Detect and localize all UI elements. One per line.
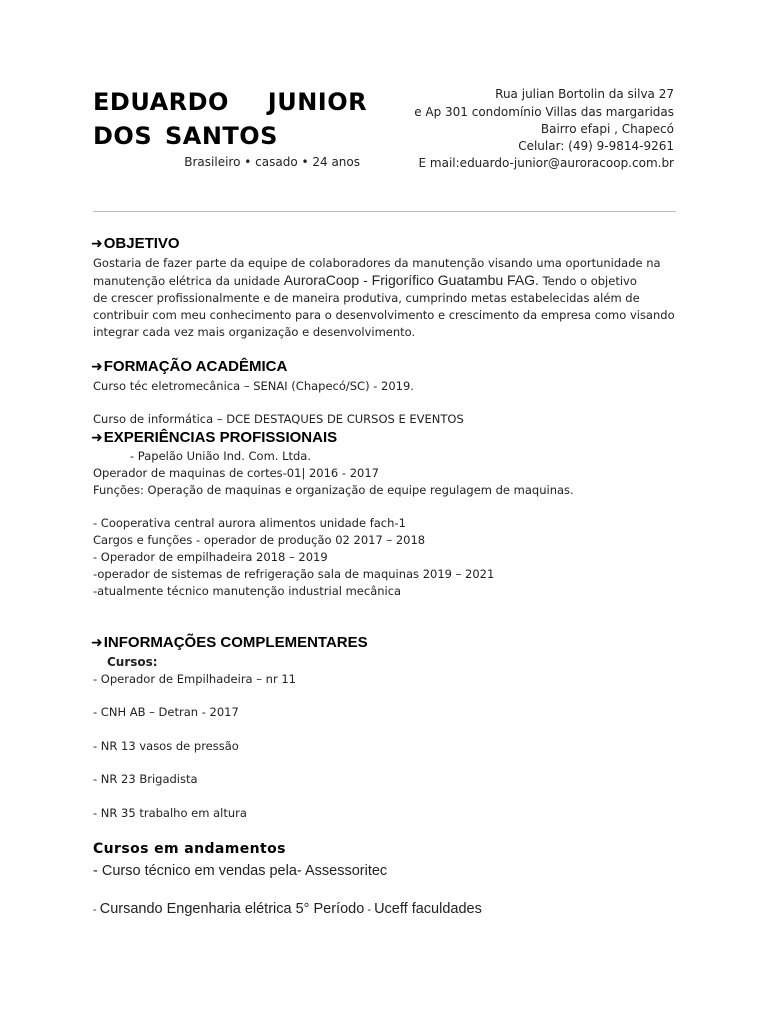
section-heading-formacao [91,358,287,375]
contact-address-line2: e Ap 301 condomínio Villas das margaridas [414,105,674,119]
education-item: Curso téc eletromecânica – SENAI (Chapecó/SC) - 2019. [93,379,414,393]
bullet-dash: - [93,904,100,916]
in-progress-item: - Curso técnico em vendas pela- Assessoritec [93,863,388,879]
experience-company: - Cooperativa central aurora alimentos unidade fach-1 [93,516,406,530]
experience-line: -atualmente técnico manutenção industrial mecânica [93,584,402,598]
arrow-right-icon: ➜ [91,635,103,651]
objective-text: Tendo o objetivo [538,274,637,288]
course-item: - NR 13 vasos de pressão [93,739,239,753]
course-item: - CNH AB – Detran - 2017 [93,705,239,719]
separator-dash: - [364,904,375,916]
section-title: INFORMAÇÕES COMPLEMENTARES [103,634,368,651]
candidate-name-line1: EDUARDO JUNIOR [93,88,368,116]
section-heading-objetivo [91,235,180,252]
section-heading-experiencias [91,429,337,446]
experience-role: Operador de maquinas de cortes-01| 2016 - 2017 [93,466,379,480]
course-name: Cursando Engenharia elétrica 5° Período [99,901,365,917]
contact-address-line1: Rua julian Bortolin da silva 27 [495,87,674,101]
section-title: OBJETIVO [103,235,180,252]
arrow-right-icon: ➜ [91,236,103,252]
contact-phone: Celular: (49) 9-9814-9261 [518,139,674,153]
objective-line: Gostaria de fazer parte da equipe de colaboradores da manutenção visando uma oportunidade na [93,256,661,270]
arrow-right-icon: ➜ [91,359,103,375]
objective-line: integrar cada vez mais organização e desenvolvimento. [93,325,416,339]
section-heading-complementares [91,634,368,651]
contact-email[interactable]: E mail:eduardo-junior@auroracoop.com.br [418,156,674,170]
experience-company: - Papelão União Ind. Com. Ltda. [130,449,312,463]
objective-line: contribuir com meu conhecimento para o desenvolvimento e crescimento da empresa como visando [93,308,675,322]
objective-line [93,272,683,290]
contact-address-line3: Bairro efapi , Chapecó [540,122,674,136]
experience-line: - Operador de empilhadeira 2018 – 2019 [93,550,328,564]
experience-line: -operador de sistemas de refrigeração sala de maquinas 2019 – 2021 [93,567,495,581]
section-title: EXPERIÊNCIAS PROFISSIONAIS [103,429,338,446]
personal-details: Brasileiro • casado • 24 anos [184,155,360,169]
courses-label: Cursos: [107,655,158,669]
candidate-name-line2: DOS SANTOS [93,122,278,150]
in-progress-heading: Cursos em andamentos [93,841,286,857]
experience-functions: Funções: Operação de maquinas e organização de equipe regulagem de maquinas. [93,483,574,497]
objective-text: manutenção elétrica da unidade [93,274,284,288]
institution-name: Uceff faculdades [374,901,482,917]
arrow-right-icon: ➜ [91,430,103,446]
objective-paragraph [93,255,683,341]
education-item: Curso de informática – DCE DESTAQUES DE CURSOS E EVENTOS [93,412,464,426]
experience-line: Cargos e funções - operador de produção 02 2017 – 2018 [93,533,426,547]
section-title: FORMAÇÃO ACADÊMICA [103,358,288,375]
course-item: - NR 35 trabalho em altura [93,806,247,820]
in-progress-item [93,901,482,917]
course-item: - NR 23 Brigadista [93,772,198,786]
header-divider [93,211,676,212]
objective-line: de crescer profissionalmente e de maneira produtiva, cumprindo metas estabelecidas além de [93,291,640,305]
course-item: - Operador de Empilhadeira – nr 11 [93,672,296,686]
employer-highlight: AuroraCoop - Frigorífico Guatambu FAG. [283,272,539,288]
